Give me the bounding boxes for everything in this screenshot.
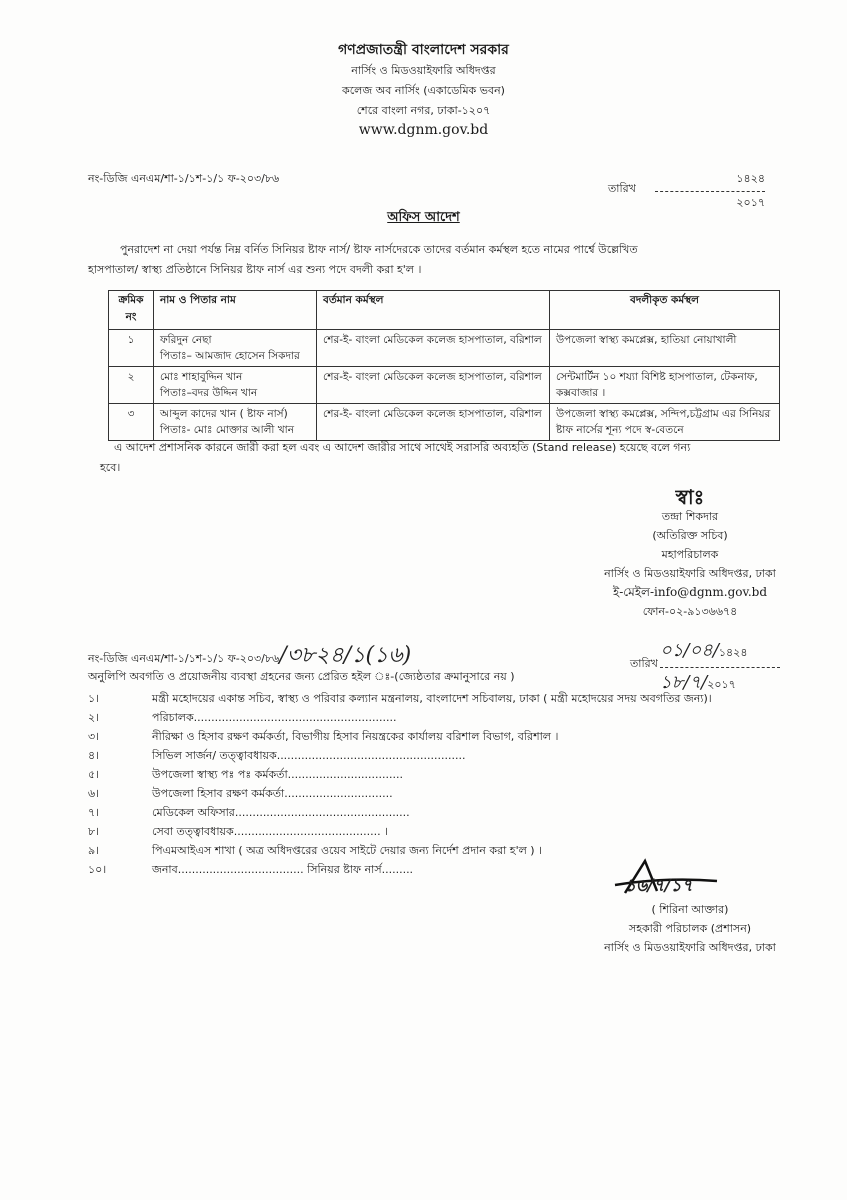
order-title: অফিস আদেশ — [387, 210, 460, 225]
col-serial: ক্রমিক নং — [109, 291, 154, 330]
order-closing — [100, 438, 800, 478]
copy-date-bangla-row — [660, 636, 780, 668]
recipient-number: ২। — [88, 711, 100, 724]
recipient-text: নীরিক্ষা ও হিসাব রক্ষণ কর্মকর্তা, বিভাগীয় হিসাব নিয়ন্ত্রকের কার্যালয় বরিশাল বিভাগ, বরিশাল । — [152, 730, 559, 743]
signature-date: ১৬/৭/১৭ — [625, 876, 693, 896]
recipient-text: উপজেলা স্বাস্থ্য পঃ পঃ কর্মকর্তা................................. — [152, 768, 404, 781]
row-serial: ১ — [109, 330, 154, 367]
list-item — [88, 766, 403, 783]
col-current-workplace: বর্তমান কর্মস্থল — [317, 291, 550, 330]
recipient-number: ১। — [88, 692, 100, 705]
date-label: তারিখ — [608, 182, 636, 195]
handwritten-signature — [605, 855, 725, 905]
employee-name: ফরিদুন নেছা — [160, 334, 212, 346]
list-item — [88, 842, 542, 859]
order-closing-line-2: হবে। — [100, 461, 121, 474]
list-item — [88, 709, 397, 726]
recipient-text: মেডিকেল অফিসার.................................................. — [152, 806, 410, 819]
row-serial: ৩ — [109, 404, 154, 441]
copy-intro: অনুলিপি অবগতি ও প্রয়োজনীয় ব্যবস্থা গ্রহনের জন্য প্রেরিত হইল ঃ-(জ্যেষ্ঠতার ক্রমানুসারে নয় ) — [88, 670, 515, 683]
date-bangla-year: ১৪২৪ — [736, 172, 765, 185]
col-name: নাম ও পিতার নাম — [154, 291, 317, 330]
recipient-number: ৫। — [88, 768, 100, 781]
transfer-table — [108, 290, 780, 441]
copy-memo-ref-no: নং-ডিজি এনএম/শা-১/১শ-১/১ ফ-২০৩/৮৬ — [88, 652, 280, 665]
employee-name: মোঃ শাহাবুদ্দিন খান — [160, 371, 243, 383]
signatory-name: তন্দ্রা শিকদার — [661, 510, 719, 523]
recipient-text: পরিচালক.......................................................... — [152, 711, 397, 724]
recipient-text: মন্ত্রী মহোদয়ের একান্ত সচিব, স্বাস্থ্য ও পরিবার কল্যান মন্ত্রনালয়, বাংলাদেশ সচিবালয়, ঢাকা ( মন্ত্রী মহোদয়ের সদয় অবগতির জন্য)। — [152, 692, 712, 705]
table-row — [109, 367, 780, 404]
row-name-cell — [154, 404, 317, 441]
table-row — [109, 404, 780, 441]
signatory-email[interactable]: ই-মেইল-info@dgnm.gov.bd — [612, 585, 768, 599]
employee-name: আব্দুল কাদের খান ( ষ্টাফ নার্স) — [160, 408, 288, 420]
list-item — [88, 823, 388, 840]
row-name-cell — [154, 330, 317, 367]
signatory-office: নার্সিং ও মিডওয়াইফারি অধিদপ্তর, ঢাকা — [604, 567, 776, 580]
signed-mark: স্বাঃ — [675, 485, 705, 509]
row-current-workplace: শের-ই- বাংলা মেডিকেল কলেজ হাসপাতাল, বরিশাল — [317, 330, 550, 367]
order-intro-line-1: পুনরাদেশ না দেয়া পর্যন্ত নিম্ন বর্নিত সিনিয়র ষ্টাফ নার্স/ ষ্টাফ নার্সদেরকে তাদের বর্তমান কর্মস্থল হতে নামের পার্শ্বে উল্লেখিত — [120, 243, 638, 256]
row-name-cell — [154, 367, 317, 404]
row-current-workplace: শের-ই- বাংলা মেডিকেল কলেজ হাসপাতাল, বরিশাল — [317, 404, 550, 441]
signatory-block — [570, 485, 810, 621]
list-item — [88, 861, 413, 878]
recipient-number: ৯। — [88, 844, 100, 857]
copy-date-english: ১৮/৭/ — [660, 672, 708, 693]
government-title: গণপ্রজাতন্ত্রী বাংলাদেশ সরকার — [338, 42, 509, 58]
website-link[interactable]: www.dgnm.gov.bd — [358, 122, 489, 138]
recipient-number: ৭। — [88, 806, 100, 819]
second-signatory-block — [560, 900, 820, 957]
recipient-number: ১০। — [88, 863, 107, 876]
list-item — [88, 785, 393, 802]
copy-date-bangla: ০১/০৪/ — [660, 640, 719, 661]
copy-date-english-year: ২০১৭ — [707, 678, 736, 691]
recipient-number: ৬। — [88, 787, 100, 800]
col-transferred-workplace: বদলীকৃত কর্মস্থল — [550, 291, 780, 330]
signatory-designation: মহাপরিচালক — [661, 548, 719, 561]
father-name: পিতাঃ–বদর উদ্দিন খান — [160, 387, 258, 399]
second-signatory-office: নার্সিং ও মিডওয়াইফারি অধিদপ্তর, ঢাকা — [604, 941, 776, 954]
row-transferred-workplace: উপজেলা স্বাস্থ্য কমপ্লেক্স, হাতিয়া নোয়াখালী — [550, 330, 780, 367]
father-name: পিতাঃ– আমজাদ হোসেন সিকদার — [160, 350, 300, 362]
copy-date-bangla-year: ১৪২৪ — [718, 646, 748, 659]
recipient-text: জনাব.................................... সিনিয়র ষ্টাফ নার্স......... — [152, 863, 414, 876]
recipient-text: সেবা তত্ত্বাবধায়ক.......................................... । — [152, 825, 388, 838]
father-name: পিতাঃ- মোঃ মোক্তার আলী খান — [160, 424, 294, 436]
second-signatory-name: ( শিরিনা আক্তার) — [651, 903, 729, 916]
memo-ref-no: নং-ডিজি এনএম/শা-১/১শ-১/১ ফ-২০৩/৮৬ — [88, 172, 280, 185]
second-signatory-designation: সহকারী পরিচালক (প্রশাসন) — [628, 922, 752, 935]
row-transferred-workplace: সেন্টমার্টিন ১০ শয্যা বিশিষ্ট হাসপাতাল, টেকনাফ, কক্সবাজার । — [550, 367, 780, 404]
list-item — [88, 804, 410, 821]
row-transferred-workplace: উপজেলা স্বাস্থ্য কমপ্লেক্স, সন্দিপ,চট্টগ্রাম এর সিনিয়র ষ্টাফ নার্সের শূন্য পদে স্ব-বেতনে — [550, 404, 780, 441]
row-current-workplace: শের-ই- বাংলা মেডিকেল কলেজ হাসপাতাল, বরিশাল — [317, 367, 550, 404]
date-divider — [655, 191, 765, 192]
list-item — [88, 728, 558, 745]
college-name: কলেজ অব নার্সিং (একাডেমিক ভবন) — [342, 84, 505, 97]
recipient-text: সিভিল সার্জন/ তত্ত্বাবধায়ক...................................................... — [152, 749, 466, 762]
table-row — [109, 330, 780, 367]
order-intro-line-2: হাসপাতাল/ স্বাস্থ্য প্রতিষ্ঠানে সিনিয়র ষ্টাফ নার্স এর শুন্য পদে বদলী করা হ'ল । — [88, 263, 422, 276]
row-serial: ২ — [109, 367, 154, 404]
order-intro — [88, 240, 788, 280]
handwritten-ref: /৩৮২৪/১(১৬) — [279, 643, 412, 668]
list-item — [88, 690, 712, 707]
copy-date-label: তারিখ — [630, 657, 658, 670]
recipient-number: ৩। — [88, 730, 100, 743]
office-address: শেরে বাংলা নগর, ঢাকা-১২০৭ — [356, 104, 491, 117]
date-field — [655, 170, 765, 213]
recipient-number: ৮। — [88, 825, 100, 838]
recipient-number: ৪। — [88, 749, 100, 762]
recipient-text: পিএমআইএস শাখা ( অত্র অধিদপ্তরের ওয়েব সাইটে দেয়ার জন্য নির্দেশ প্রদান করা হ'ল ) । — [152, 844, 543, 857]
order-closing-line-1: এ আদেশ প্রশাসনিক কারনে জারী করা হল এবং এ আদেশ জারীর সাথে সাথেই সরাসরি অব্যহতি (Stand release) হয়েছে বলে গন্য — [114, 441, 691, 454]
recipient-text: উপজেলা হিসাব রক্ষণ কর্মকর্তা............................... — [152, 787, 393, 800]
list-item — [88, 747, 466, 764]
signatory-rank: (অতিরিক্ত সচিব) — [652, 529, 728, 542]
table-header-row — [109, 291, 780, 330]
directorate-name: নার্সিং ও মিডওয়াইফারি অধিদপ্তর — [351, 64, 496, 77]
date-english-year: ২০১৭ — [736, 196, 765, 209]
signatory-phone: ফোন-০২-৯১৩৬৬৭৪ — [642, 605, 738, 618]
